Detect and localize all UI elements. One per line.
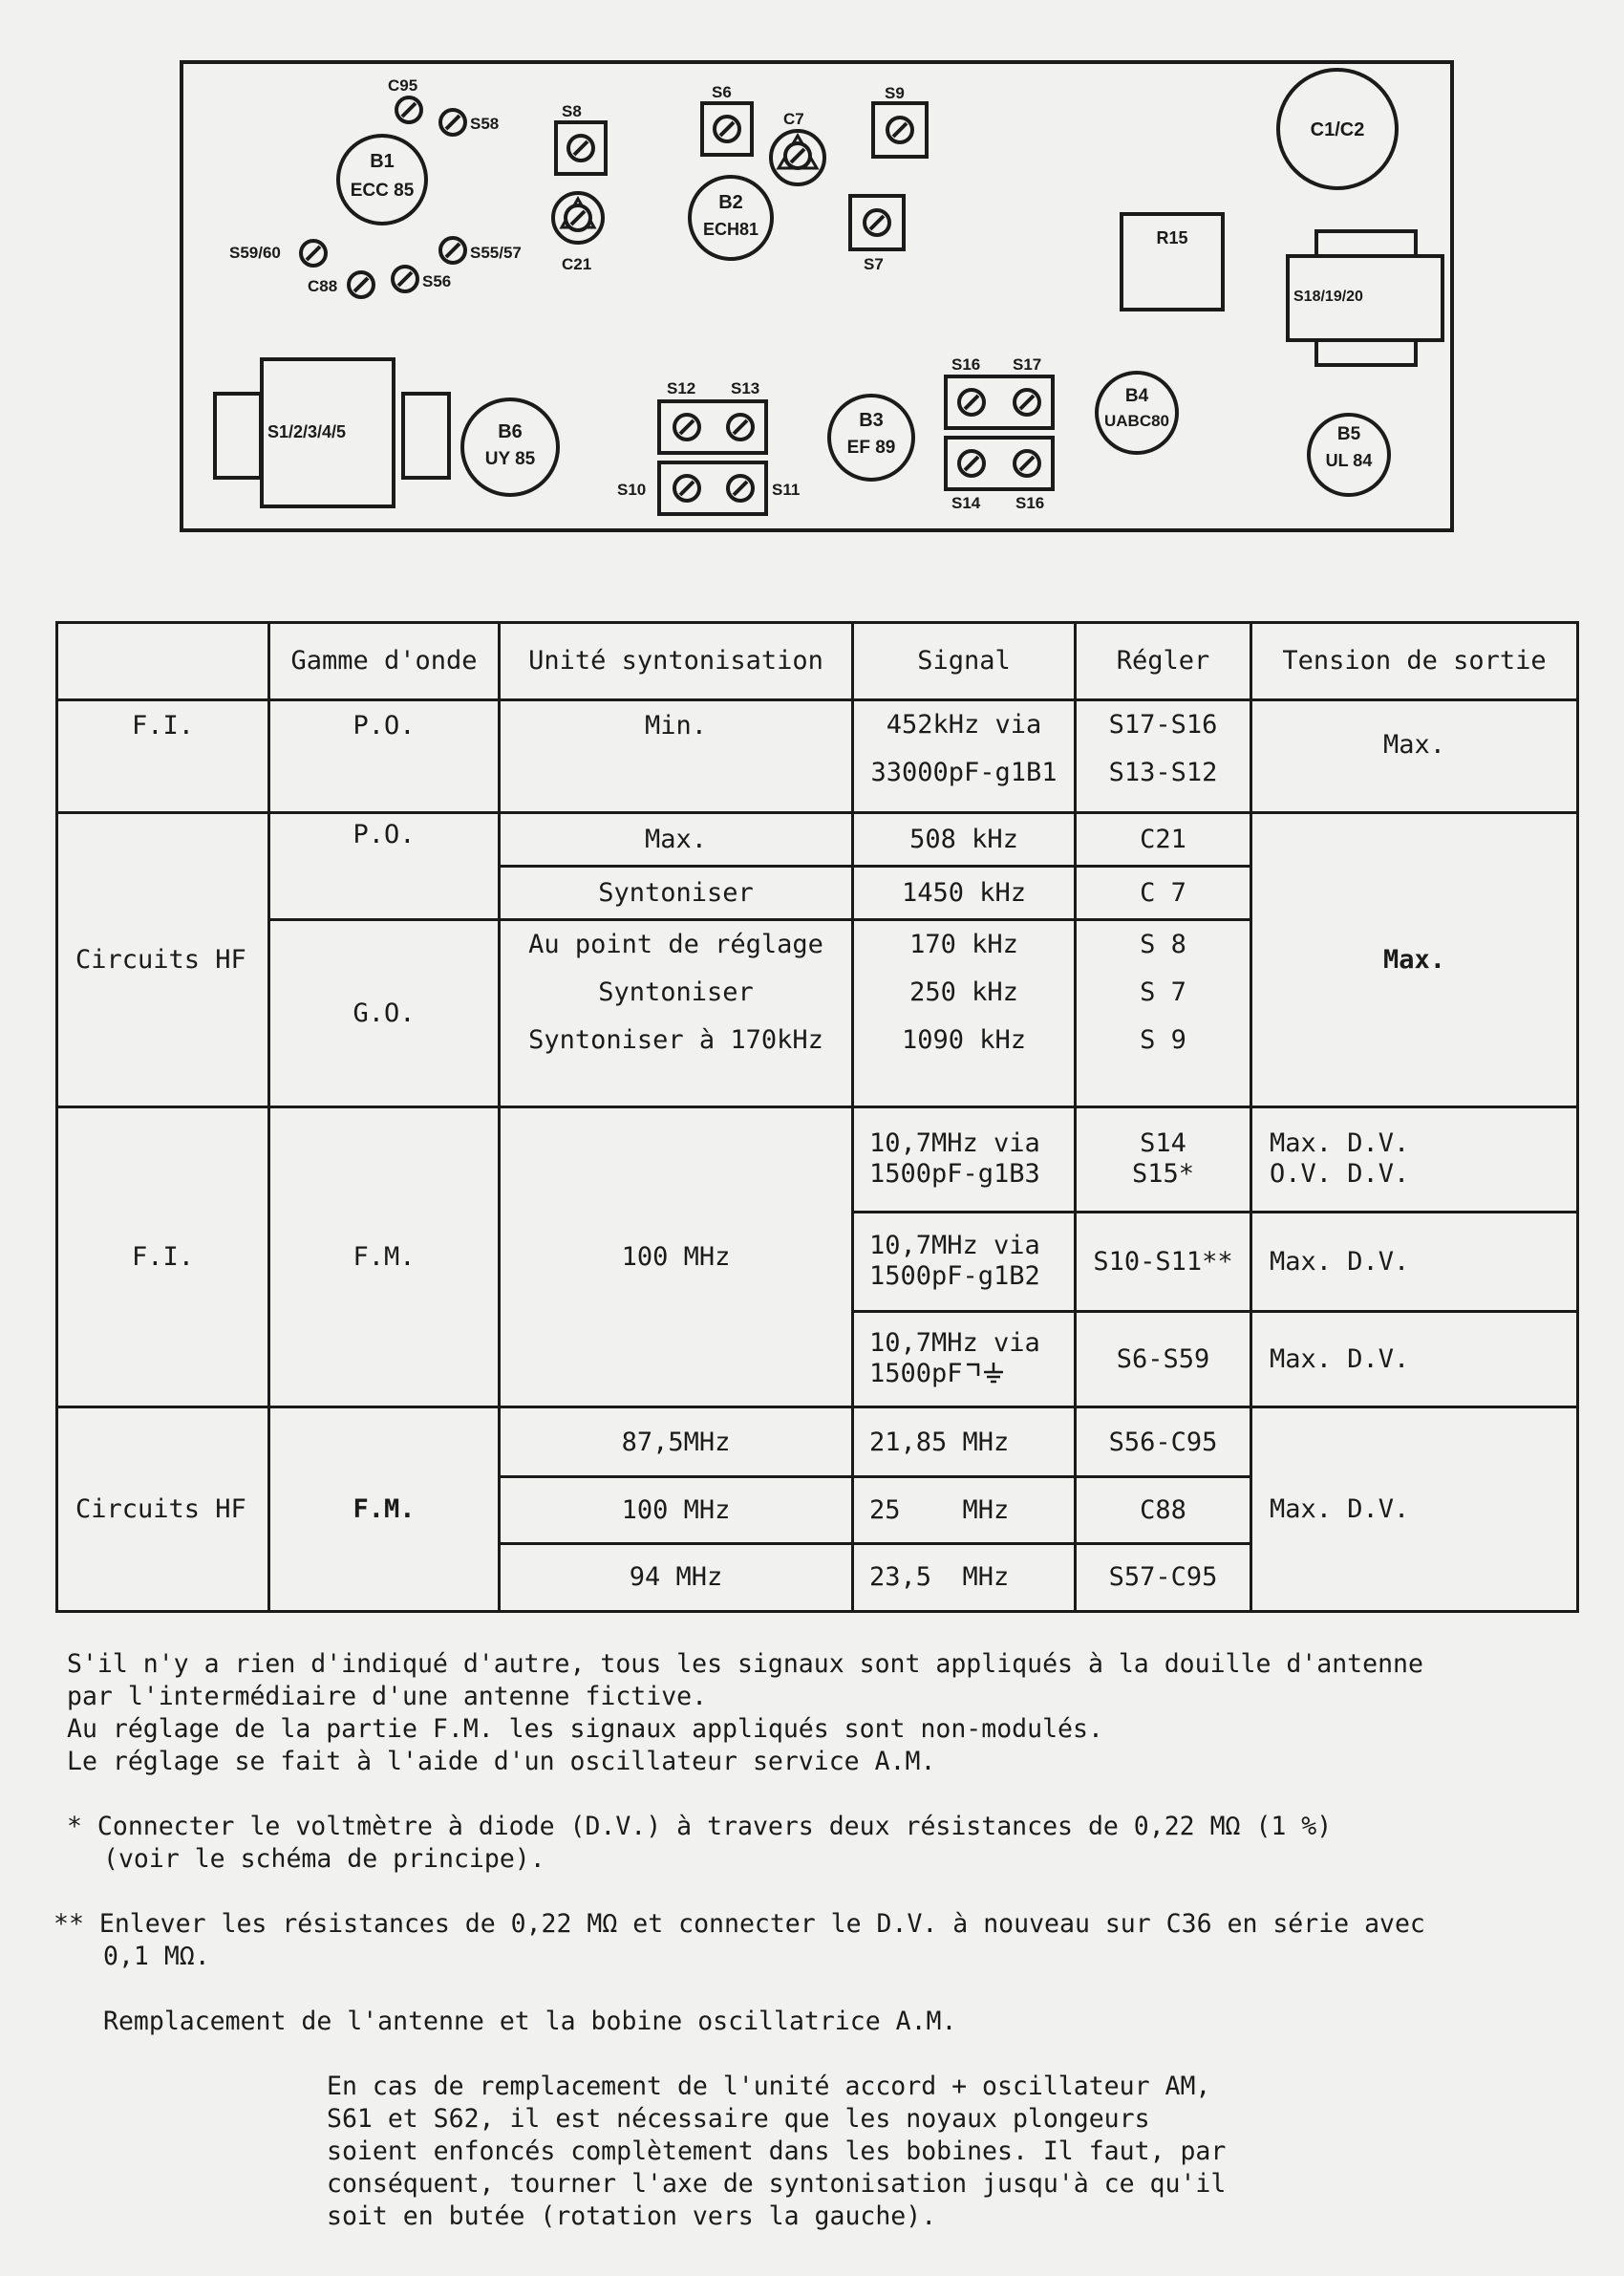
unit-cell: 87,5MHz bbox=[500, 1406, 853, 1476]
table-row bbox=[57, 1406, 1578, 1476]
s1-5-label: S1/2/3/4/5 bbox=[267, 422, 347, 441]
s13-label: S13 bbox=[731, 379, 760, 397]
adjust-line: S15* bbox=[1131, 1159, 1195, 1190]
replacement-paragraph-line: conséquent, tourner l'axe de syntonisation jusqu'à ce qu'il bbox=[327, 2169, 1227, 2199]
ground-symbol-icon bbox=[963, 1359, 1009, 1387]
signal-line: 33000pF-g1B1 bbox=[870, 757, 1058, 787]
header-signal: Signal bbox=[853, 623, 1076, 700]
tube-b2-name: B2 bbox=[718, 192, 743, 213]
tube-b4-type: UABC80 bbox=[1103, 412, 1170, 430]
s58-trimmer bbox=[440, 110, 465, 135]
unit-min: Min. bbox=[500, 699, 853, 812]
signal-line: 1500pF-g1B2 bbox=[869, 1261, 1040, 1292]
signal-line: 452kHz via bbox=[886, 709, 1042, 740]
s56-trimmer bbox=[393, 267, 417, 291]
s6-label: S6 bbox=[712, 83, 732, 101]
s12-label: S12 bbox=[667, 379, 696, 397]
s59-60-label: S59/60 bbox=[229, 244, 281, 262]
table-row bbox=[57, 812, 1578, 866]
tube-b4-name: B4 bbox=[1124, 386, 1149, 406]
signal-cell bbox=[853, 1106, 1076, 1212]
signal-cell bbox=[853, 919, 1076, 1106]
signal-cell bbox=[853, 1212, 1076, 1311]
tube-b1-name: B1 bbox=[370, 151, 395, 172]
s58-label: S58 bbox=[470, 115, 500, 133]
signal-line: 10,7MHz via bbox=[869, 1128, 1040, 1159]
row-label-fi-am: F.I. bbox=[57, 699, 269, 812]
adjust-cell bbox=[1076, 1106, 1251, 1212]
tube-b2-type: ECH81 bbox=[702, 220, 759, 239]
output-cell: Max. D.V. bbox=[1251, 1406, 1578, 1611]
s14-label: S14 bbox=[951, 494, 981, 512]
footnote-double-star: ** Enlever les résistances de 0,22 MΩ et connecter le D.V. à nouveau sur C36 en série avec bbox=[53, 1909, 1425, 1939]
unit-line: Syntoniser à 170kHz bbox=[528, 1024, 823, 1055]
replacement-paragraph-line: soient enfoncés complètement dans les bobines. Il faut, par bbox=[327, 2136, 1227, 2166]
adjust-cell bbox=[1076, 699, 1251, 812]
footnote-star: * Connecter le voltmètre à diode (D.V.) à travers deux résistances de 0,22 MΩ (1 %) bbox=[67, 1812, 1333, 1841]
adjust-cell bbox=[1076, 919, 1251, 1106]
unit-cell: Syntoniser bbox=[500, 866, 853, 919]
s6-trimmer bbox=[715, 117, 739, 141]
adjust-line: S 8 bbox=[1140, 929, 1186, 959]
adjust-cell: C 7 bbox=[1076, 866, 1251, 919]
unit-line: Syntoniser bbox=[598, 977, 754, 1007]
s11-label: S11 bbox=[772, 481, 801, 499]
s9-label: S9 bbox=[885, 84, 905, 102]
signal-line: 10,7MHz via bbox=[869, 1231, 1040, 1261]
adjust-cell: S10-S11** bbox=[1076, 1212, 1251, 1311]
signal-line: 1500pF bbox=[869, 1359, 963, 1389]
c88-label: C88 bbox=[308, 277, 338, 295]
note-line: Le réglage se fait à l'aide d'un oscillateur service A.M. bbox=[67, 1747, 936, 1776]
table-header-row bbox=[57, 623, 1578, 700]
output-cell bbox=[1251, 1106, 1578, 1212]
s7-label: S7 bbox=[864, 255, 884, 273]
signal-line: 10,7MHz via bbox=[869, 1328, 1040, 1359]
signal-line: 170 kHz bbox=[909, 929, 1018, 959]
replacement-paragraph-line: En cas de remplacement de l'unité accord + oscillateur AM, bbox=[327, 2072, 1211, 2101]
signal-cell bbox=[853, 699, 1076, 812]
adjust-line: S14 bbox=[1140, 1128, 1186, 1159]
adjust-line: S 7 bbox=[1140, 977, 1186, 1007]
header-blank bbox=[57, 623, 269, 700]
band-go: G.O. bbox=[269, 919, 500, 1106]
output-max: Max. bbox=[1251, 699, 1578, 812]
output-line: Max. D.V. bbox=[1270, 1128, 1410, 1159]
s55-57-label: S55/57 bbox=[470, 244, 522, 262]
signal-cell: 508 kHz bbox=[853, 812, 1076, 866]
chassis-layout-diagram bbox=[0, 0, 1624, 573]
signal-line: 1090 kHz bbox=[901, 1024, 1027, 1055]
adjust-cell: C88 bbox=[1076, 1477, 1251, 1543]
s16-bottom-label: S16 bbox=[1015, 494, 1045, 512]
output-line: O.V. D.V. bbox=[1270, 1159, 1410, 1190]
s16-top-label: S16 bbox=[951, 355, 981, 374]
alignment-table bbox=[55, 621, 1579, 1613]
signal-cell: 23,5 MHz bbox=[853, 1543, 1076, 1611]
replacement-paragraph-line: soit en butée (rotation vers la gauche). bbox=[327, 2201, 937, 2231]
unit-cell: 100 MHz bbox=[500, 1477, 853, 1543]
s56-label: S56 bbox=[422, 272, 452, 290]
tube-b1-socket bbox=[338, 136, 426, 224]
footnote-star-cont: (voir le schéma de principe). bbox=[103, 1844, 545, 1874]
tube-b6-name: B6 bbox=[498, 421, 523, 442]
c21-label: C21 bbox=[562, 255, 592, 273]
s8-trimmer bbox=[568, 136, 593, 161]
c95-label: C95 bbox=[388, 76, 418, 95]
s55-57-trimmer bbox=[440, 238, 465, 263]
header-output: Tension de sortie bbox=[1251, 623, 1578, 700]
table-row bbox=[57, 699, 1578, 812]
adjust-line: S13-S12 bbox=[1108, 757, 1218, 787]
s9-trimmer bbox=[887, 118, 912, 142]
s17-label: S17 bbox=[1013, 355, 1042, 374]
output-cell: Max. D.V. bbox=[1251, 1311, 1578, 1406]
row-label-hf-am: Circuits HF bbox=[57, 812, 269, 1106]
replacement-heading: Remplacement de l'antenne et la bobine oscillatrice A.M. bbox=[103, 2007, 957, 2036]
tube-b1-type: ECC 85 bbox=[350, 181, 415, 201]
note-line: par l'intermédiaire d'une antenne fictive. bbox=[67, 1682, 708, 1711]
table-row bbox=[57, 1106, 1578, 1212]
band-po: P.O. bbox=[269, 812, 500, 919]
signal-line: 250 kHz bbox=[909, 977, 1018, 1007]
signal-cell bbox=[853, 1311, 1076, 1406]
tube-b2-socket bbox=[690, 177, 772, 259]
s8-label: S8 bbox=[562, 102, 582, 120]
tube-b3-name: B3 bbox=[859, 410, 884, 431]
r15-label: R15 bbox=[1156, 228, 1188, 247]
c88-trimmer bbox=[349, 272, 374, 297]
header-band: Gamme d'onde bbox=[269, 623, 500, 700]
footnote-double-star-cont: 0,1 MΩ. bbox=[103, 1942, 210, 1971]
row-label-hf-fm: Circuits HF bbox=[57, 1406, 269, 1611]
unit-100mhz: 100 MHz bbox=[500, 1106, 853, 1406]
output-max: Max. bbox=[1251, 812, 1578, 1106]
unit-cell: Max. bbox=[500, 812, 853, 866]
s10-label: S10 bbox=[617, 481, 647, 499]
s7-trimmer bbox=[865, 210, 889, 235]
band-fm: F.M. bbox=[269, 1406, 500, 1611]
adjust-cell: S6-S59 bbox=[1076, 1311, 1251, 1406]
tube-b6-socket bbox=[462, 399, 558, 495]
notes-section bbox=[53, 1648, 1595, 2233]
c1-c2-label: C1/C2 bbox=[1310, 119, 1365, 140]
s18-19-20-label: S18/19/20 bbox=[1293, 289, 1363, 305]
output-cell: Max. D.V. bbox=[1251, 1212, 1578, 1311]
tube-b5-name: B5 bbox=[1336, 424, 1361, 444]
s59-60-trimmer bbox=[301, 241, 326, 266]
band-po: P.O. bbox=[269, 699, 500, 812]
replacement-paragraph-line: S61 et S62, il est nécessaire que les noyaux plongeurs bbox=[327, 2104, 1150, 2134]
signal-cell: 1450 kHz bbox=[853, 866, 1076, 919]
adjust-cell: C21 bbox=[1076, 812, 1251, 866]
c95-trimmer bbox=[396, 97, 421, 122]
unit-cell: 94 MHz bbox=[500, 1543, 853, 1611]
note-line: S'il n'y a rien d'indiqué d'autre, tous les signaux sont appliqués à la douille d'antenne bbox=[67, 1649, 1423, 1679]
c7-label: C7 bbox=[783, 110, 804, 128]
adjust-line: S17-S16 bbox=[1108, 709, 1218, 740]
row-label-fi-fm: F.I. bbox=[57, 1106, 269, 1406]
tube-b6-type: UY 85 bbox=[484, 449, 536, 469]
adjust-cell: S57-C95 bbox=[1076, 1543, 1251, 1611]
tube-b3-type: EF 89 bbox=[846, 438, 896, 458]
band-fm: F.M. bbox=[269, 1106, 500, 1406]
signal-cell: 21,85 MHz bbox=[853, 1406, 1076, 1476]
adjust-line: S 9 bbox=[1140, 1024, 1186, 1055]
unit-cell bbox=[500, 919, 853, 1106]
header-unit: Unité syntonisation bbox=[500, 623, 853, 700]
unit-line: Au point de réglage bbox=[528, 929, 823, 959]
header-adjust: Régler bbox=[1076, 623, 1251, 700]
tube-b5-type: UL 84 bbox=[1325, 451, 1373, 470]
note-line: Au réglage de la partie F.M. les signaux appliqués sont non-modulés. bbox=[67, 1714, 1103, 1744]
adjust-cell: S56-C95 bbox=[1076, 1406, 1251, 1476]
signal-line: 1500pF-g1B3 bbox=[869, 1159, 1040, 1190]
signal-cell: 25 MHz bbox=[853, 1477, 1076, 1543]
